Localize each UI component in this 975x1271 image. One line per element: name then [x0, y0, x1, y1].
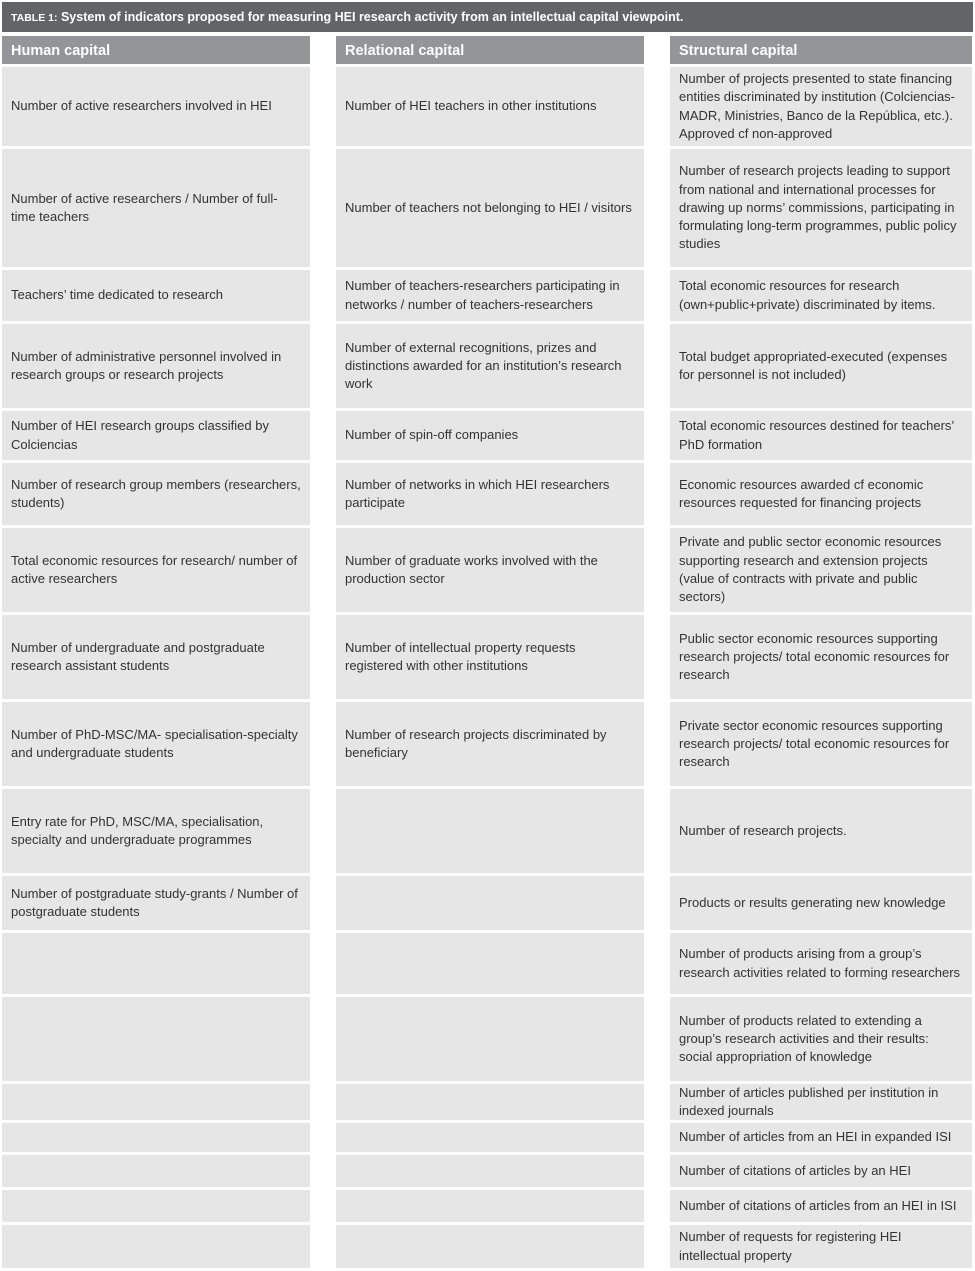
table-cell: Number of HEI research groups classified by Colciencias: [2, 411, 310, 460]
table-cell: Number of requests for registering HEI intellectual property: [670, 1225, 972, 1268]
table-cell: Number of products arising from a group’s research activities related to forming researchers: [670, 933, 972, 994]
table-title: [2, 2, 973, 32]
table-cell: Number of research projects discriminated by beneficiary: [336, 702, 644, 786]
table-cell: Total budget appropriated-executed (expenses for personnel is not included): [670, 324, 972, 408]
table-cell: [2, 1123, 310, 1152]
table-cell: [2, 1155, 310, 1187]
column-header: Relational capital: [336, 36, 644, 64]
table-cell: [2, 1190, 310, 1222]
table-cell: Number of PhD-MSC/MA- specialisation-specialty and undergraduate students: [2, 702, 310, 786]
table-cell: Total economic resources for research (own+public+private) discriminated by items.: [670, 270, 972, 321]
table-cell: [2, 933, 310, 994]
table-cell: Number of research projects leading to support from national and international processes for drawing up norms’ commissions, participating in formulating long-term programmes, public policy studies: [670, 149, 972, 267]
table-cell: [336, 789, 644, 873]
table-cell: Number of articles published per institution in indexed journals: [670, 1084, 972, 1120]
table-cell: Number of intellectual property requests registered with other institutions: [336, 615, 644, 699]
table-cell: [336, 997, 644, 1081]
table-cell: Number of graduate works involved with the production sector: [336, 528, 644, 612]
table-cell: Economic resources awarded cf economic resources requested for financing projects: [670, 463, 972, 525]
table-cell: [336, 1123, 644, 1152]
table-cell: [2, 1084, 310, 1120]
table-cell: Number of teachers not belonging to HEI / visitors: [336, 149, 644, 267]
table-cell: Number of spin-off companies: [336, 411, 644, 460]
table-cell: Number of undergraduate and postgraduate research assistant students: [2, 615, 310, 699]
column-header: Human capital: [2, 36, 310, 64]
table-cell: Number of teachers-researchers participating in networks / number of teachers-researchers: [336, 270, 644, 321]
table-cell: Number of articles from an HEI in expanded ISI: [670, 1123, 972, 1152]
table-cell: Entry rate for PhD, MSC/MA, specialisation, specialty and undergraduate programmes: [2, 789, 310, 873]
table-cell: Number of products related to extending a group’s research activities and their results: social appropriation of knowledge: [670, 997, 972, 1081]
table-title-text: System of indicators proposed for measuring HEI research activity from an intellectual capital viewpoint.: [60, 10, 684, 24]
table-cell: Public sector economic resources supporting research projects/ total economic resources for research: [670, 615, 972, 699]
table-cell: Number of active researchers involved in HEI: [2, 67, 310, 146]
table-cell: Number of research projects.: [670, 789, 972, 873]
table-cell: Products or results generating new knowledge: [670, 876, 972, 930]
table-cell: [2, 1225, 310, 1268]
table-cell: [336, 1084, 644, 1120]
table-cell: Number of networks in which HEI researchers participate: [336, 463, 644, 525]
table-cell: Total economic resources destined for teachers’ PhD formation: [670, 411, 972, 460]
table-cell: Number of citations of articles from an HEI in ISI: [670, 1190, 972, 1222]
table-cell: [336, 1225, 644, 1268]
column-structural-capital: [670, 36, 972, 1271]
table-cell: [336, 876, 644, 930]
table-cell: Number of citations of articles by an HEI: [670, 1155, 972, 1187]
column-relational-capital: [336, 36, 644, 1271]
table-cell: [336, 933, 644, 994]
column-header: Structural capital: [670, 36, 972, 64]
table-cell: Number of research group members (researchers, students): [2, 463, 310, 525]
table-cell: Teachers’ time dedicated to research: [2, 270, 310, 321]
table-cell: Total economic resources for research/ number of active researchers: [2, 528, 310, 612]
table-cell: Number of active researchers / Number of full-time teachers: [2, 149, 310, 267]
table-title-prefix: TABLE 1:: [11, 12, 58, 24]
table-cell: [336, 1190, 644, 1222]
table-cell: Number of administrative personnel involved in research groups or research projects: [2, 324, 310, 408]
table-cell: Number of postgraduate study-grants / Number of postgraduate students: [2, 876, 310, 930]
column-human-capital: [2, 36, 310, 1271]
table-cell: Number of external recognitions, prizes and distinctions awarded for an institution’s research work: [336, 324, 644, 408]
table-cell: [2, 997, 310, 1081]
table-cell: Private sector economic resources supporting research projects/ total economic resources for research: [670, 702, 972, 786]
table-cell: [336, 1155, 644, 1187]
table-cell: Number of projects presented to state financing entities discriminated by institution (Colciencias-MADR, Ministries, Banco de la República, etc.). Approved cf non-approved: [670, 67, 972, 146]
table-cell: Private and public sector economic resources supporting research and extension projects (value of contracts with private and public sectors): [670, 528, 972, 612]
table-cell: Number of HEI teachers in other institutions: [336, 67, 644, 146]
